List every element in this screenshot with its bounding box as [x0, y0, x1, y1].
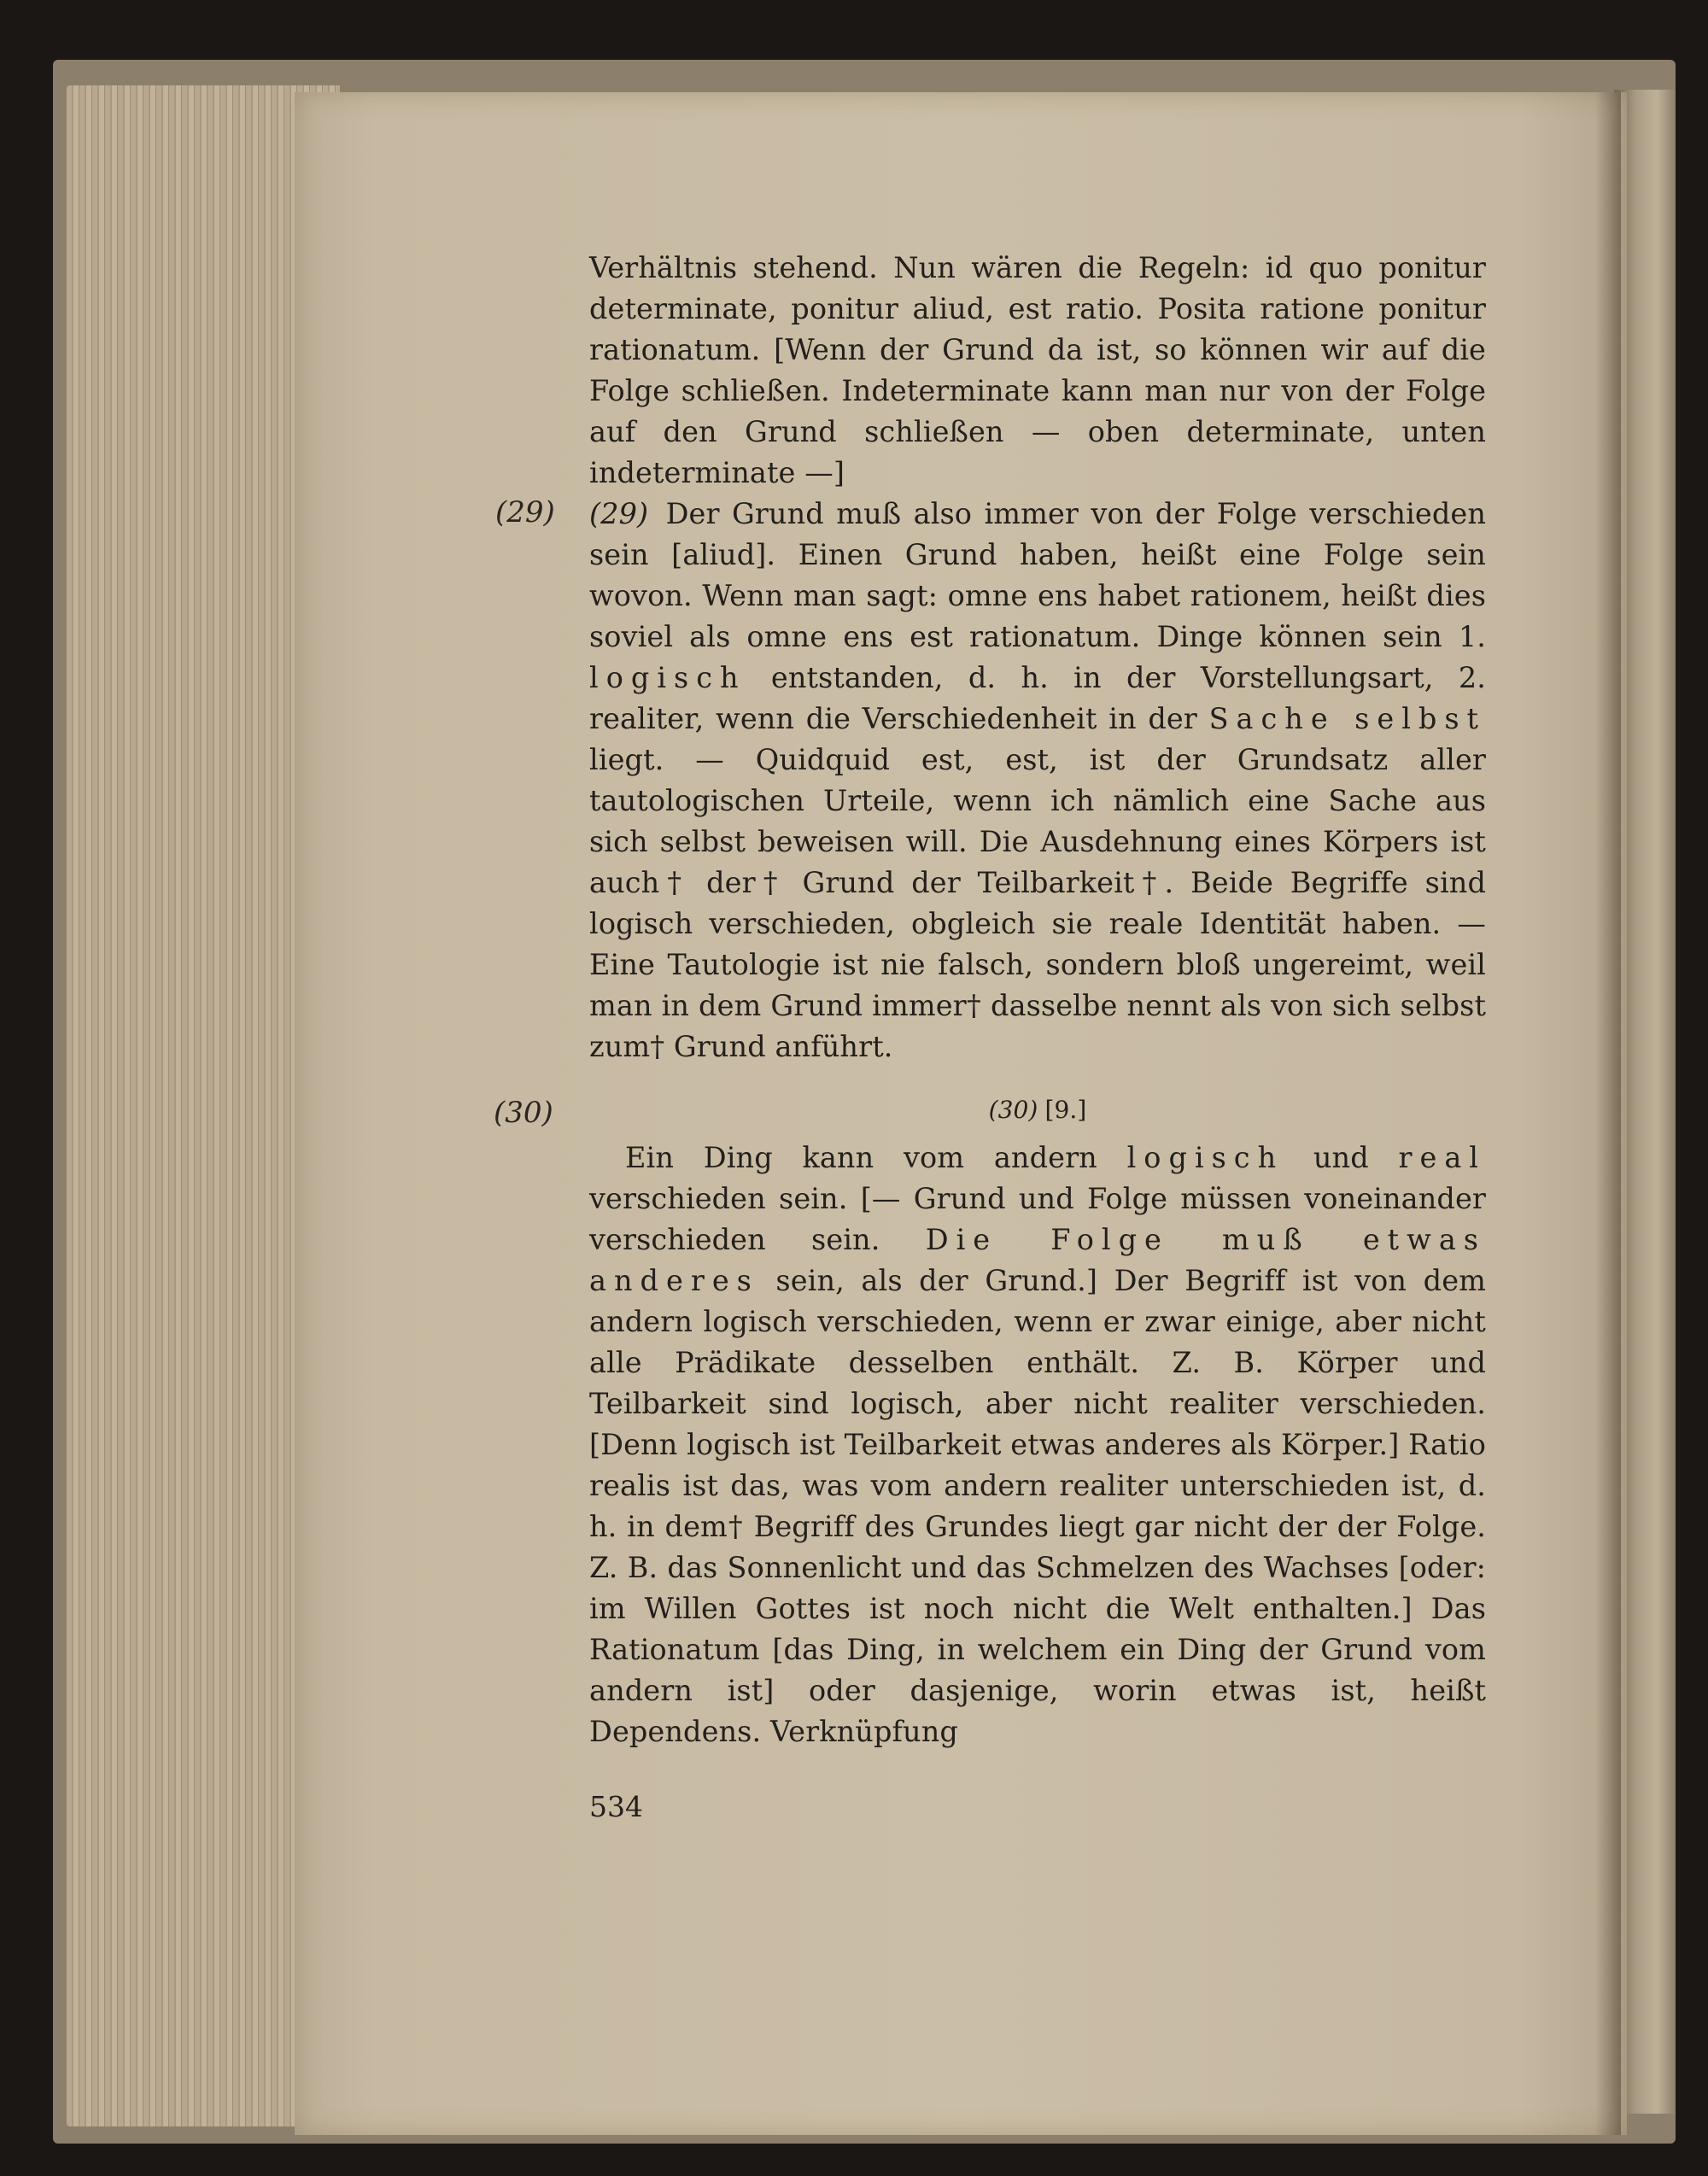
paragraph-2 — [589, 494, 1486, 1068]
emphasis-text: real — [1398, 1141, 1487, 1174]
paragraph-text: entstanden, d. h. in der Vorstellungsart, 2. realiter, wenn die Verschiedenheit in der — [589, 661, 1487, 735]
section-marker: (30) — [988, 1096, 1038, 1124]
page-text — [589, 248, 1486, 1752]
paragraph-text: sein, als der Grund.] Der Begriff ist von dem andern logisch verschieden, wenn er zwar einige, aber nicht alle Prädikate desselben enthält. Z. B. Körper und Teilbarkeit sind logisch, aber nicht realiter verschieden. [Denn logisch ist Teilbarkeit etwas anderes als Körper.] Ratio realis ist das, was vom andern realiter unterschieden ist, d. h. in dem† Begriff des Grundes liegt gar nicht der der Folge. Z. B. das Sonnenlicht und das Schmelzen des Wachses [oder: im Willen Gottes ist noch nicht die Welt enthalten.] Das Rationatum [das Ding, in welchem ein Ding der Grund vom andern ist] oder dasjenige, worin etwas ist, heißt Dependens. Verknüpfung — [589, 1264, 1486, 1748]
paragraph-3 — [589, 1138, 1486, 1752]
margin-note-30: (30) — [494, 1096, 553, 1130]
emphasis-text: logisch — [1126, 1141, 1284, 1174]
paragraph-text: Der Grund muß also immer von der Folge verschieden sein [aliud]. Einen Grund haben, heißt eine Folge sein wovon. Wenn man sagt: omne ens habet rationem, heißt dies soviel als omne ens est rationatum. Dinge können sein 1. — [589, 497, 1486, 653]
paragraph-text: verschieden sein. [— Grund und Folge müssen voneinander verschieden sein. — [589, 1182, 1486, 1256]
page-number: 534 — [589, 1790, 643, 1823]
section-number: [9.] — [1044, 1096, 1087, 1124]
margin-note-29: (29) — [495, 495, 555, 529]
gutter-shadow — [1595, 92, 1621, 2135]
paragraph-text: liegt. — Quidquid est, est, ist der Grundsatz aller tautologischen Urteile, wenn ich nämlich eine Sache aus sich selbst beweisen will. Die Ausdehnung eines Körpers ist auch† der† Grund der Teilbarkeit†. Beide Begriffe sind logisch verschieden, obgleich sie reale Identität haben. — Eine Tautologie ist nie falsch, sondern bloß ungereimt, weil man in dem Grund immer† dasselbe nennt als von sich selbst zum† Grund anführt. — [589, 743, 1486, 1063]
paragraph-text: Ein Ding kann vom andern — [625, 1141, 1097, 1174]
emphasis-text: Sache selbst — [1208, 702, 1487, 735]
paragraph-marker: (29) — [589, 497, 649, 530]
section-heading — [589, 1093, 1486, 1127]
emphasis-text: Die Folge muß etwas anderes — [589, 1223, 1486, 1297]
paragraph-1: Verhältnis stehend. Nun wären die Regeln: id quo ponitur determinate, ponitur aliud, est ratio. Posita ratione ponitur rationatum. [Wenn der Grund da ist, so können wir auf die Folge schließen. Indeterminate kann man nur von der Folge auf den Grund schließen — oben determinate, unten indeterminate —] — [589, 251, 1486, 489]
paragraph-text: und — [1313, 1141, 1369, 1174]
emphasis-text: logisch — [589, 661, 746, 694]
